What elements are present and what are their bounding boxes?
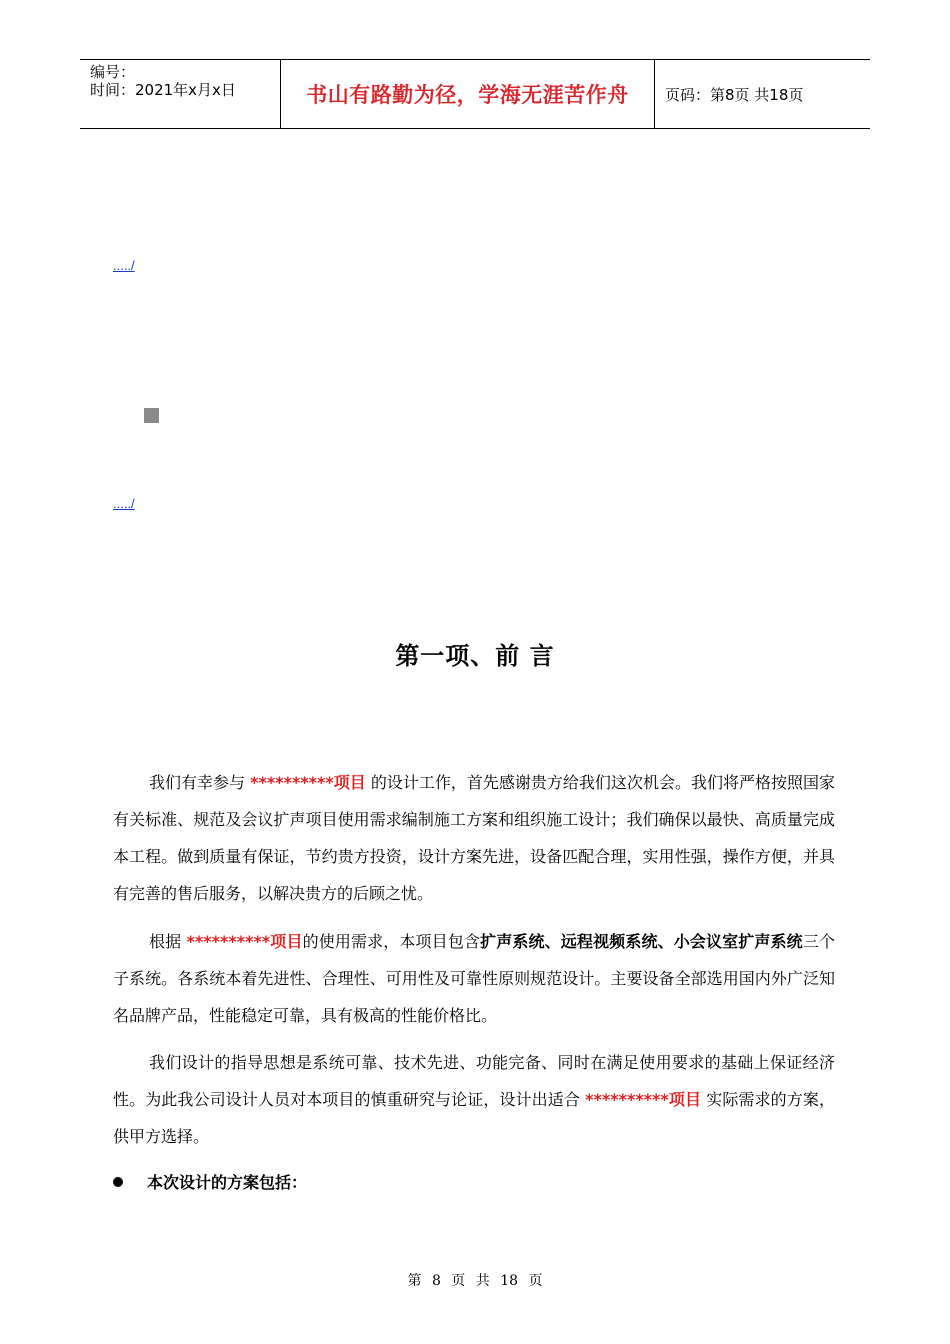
paragraph-3 <box>113 1044 835 1155</box>
project-name: **********项目 <box>250 773 366 792</box>
project-name: **********项目 <box>186 932 303 951</box>
header-motto: 书山有路勤为径，学海无涯苦作舟 <box>281 60 655 128</box>
page-footer: 第 8 页 共 18 页 <box>407 1273 543 1289</box>
text: 我们有幸参与 <box>149 773 251 792</box>
text: 的使用需求，本项目包含 <box>302 932 481 951</box>
text: 根据 <box>149 932 187 951</box>
text: 我们设计的指导思想是系统可靠、技术先进、功能完备、同时在满足使用要求的基础上保证经济性。为此我公司设计人员对本项目的慎重研究与论证，设计出适合 <box>113 1053 835 1109</box>
broken-image-icon <box>144 408 159 423</box>
page-header <box>80 59 870 129</box>
bullet-label: 本次设计的方案包括： <box>147 1173 308 1192</box>
subsystems: 扩声系统、远程视频系统、小会议室扩声系统 <box>480 932 803 951</box>
number-label: 编号： <box>90 63 136 81</box>
paragraph-2 <box>113 923 835 1034</box>
text: 实际需求的方案，供甲方选择。 <box>113 1090 835 1146</box>
header-meta <box>80 60 281 128</box>
paragraph-1 <box>113 764 835 912</box>
section-title: 第一项、前 言 <box>395 641 555 670</box>
project-name: **********项目 <box>585 1090 702 1109</box>
date-label: 时间：2021年x月x日 <box>90 81 236 99</box>
header-page-info: 页码：第8页 共18页 <box>665 85 804 104</box>
bullet-icon <box>113 1177 123 1187</box>
bullet-item <box>113 1170 307 1193</box>
text: 的设计工作，首先感谢贵方给我们这次机会。我们将严格按照国家有关标准、规范及会议扩声项目使用需求编制施工方案和组织施工设计；我们确保以最快、高质量完成本工程。做到质量有保证，节约贵方投资，设计方案先进，设备匹配合理，实用性强，操作方便，并具有完善的售后服务，以解决贵方的后顾之忧。 <box>113 773 835 903</box>
link-1[interactable]: ...../ <box>113 258 135 273</box>
link-2[interactable]: ...../ <box>113 496 135 511</box>
text: 三个子系统。各系统本着先进性、合理性、可用性及可靠性原则规范设计。主要设备全部选用国内外广泛知名品牌产品，性能稳定可靠，具有极高的性能价格比。 <box>113 932 835 1025</box>
